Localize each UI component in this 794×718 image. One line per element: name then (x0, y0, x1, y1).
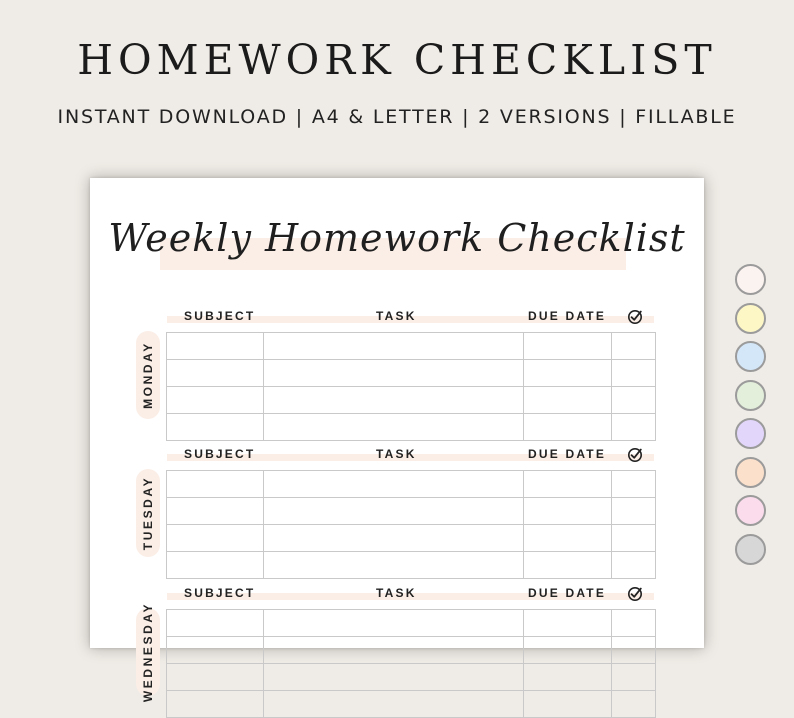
task-cell[interactable] (264, 333, 524, 360)
done-cell[interactable] (612, 525, 656, 552)
subject-cell[interactable] (167, 414, 264, 441)
day-label-wednesday: WEDNESDAY (141, 601, 155, 703)
due-date-cell[interactable] (524, 691, 612, 718)
subject-cell[interactable] (167, 691, 264, 718)
done-cell[interactable] (612, 552, 656, 579)
due-date-cell[interactable] (524, 498, 612, 525)
table-row (167, 360, 656, 387)
done-cell[interactable] (612, 360, 656, 387)
day-section-wednesday (90, 585, 704, 715)
subject-header: SUBJECT (184, 586, 256, 600)
main-title: HOMEWORK CHECKLIST (77, 36, 717, 84)
day-label-tuesday: TUESDAY (141, 475, 155, 551)
subject-cell[interactable] (167, 637, 264, 664)
table-row (167, 471, 656, 498)
sheet-title: Weekly Homework Checklist (108, 216, 686, 260)
due-date-cell[interactable] (524, 637, 612, 664)
due-date-cell[interactable] (524, 610, 612, 637)
task-cell[interactable] (264, 387, 524, 414)
due-date-header: DUE DATE (528, 586, 607, 600)
task-cell[interactable] (264, 552, 524, 579)
subject-cell[interactable] (167, 360, 264, 387)
subject-cell[interactable] (167, 525, 264, 552)
task-header: TASK (376, 309, 417, 323)
table-row (167, 414, 656, 441)
subject-cell[interactable] (167, 387, 264, 414)
done-cell[interactable] (612, 333, 656, 360)
due-date-header: DUE DATE (528, 309, 607, 323)
done-cell[interactable] (612, 664, 656, 691)
color-swatch[interactable] (735, 457, 766, 488)
task-cell[interactable] (264, 637, 524, 664)
homework-grid-tuesday (166, 470, 656, 579)
task-cell[interactable] (264, 360, 524, 387)
task-cell[interactable] (264, 414, 524, 441)
task-header: TASK (376, 447, 417, 461)
done-cell[interactable] (612, 471, 656, 498)
done-cell[interactable] (612, 387, 656, 414)
subject-cell[interactable] (167, 664, 264, 691)
color-swatch[interactable] (735, 495, 766, 526)
color-swatch[interactable] (735, 380, 766, 411)
table-row (167, 525, 656, 552)
done-cell[interactable] (612, 691, 656, 718)
table-row (167, 664, 656, 691)
check-circle-icon (627, 447, 643, 463)
subject-cell[interactable] (167, 333, 264, 360)
done-cell[interactable] (612, 414, 656, 441)
due-date-cell[interactable] (524, 414, 612, 441)
task-header: TASK (376, 586, 417, 600)
due-date-cell[interactable] (524, 552, 612, 579)
subject-cell[interactable] (167, 552, 264, 579)
day-section-monday (90, 308, 704, 438)
done-cell[interactable] (612, 637, 656, 664)
task-cell[interactable] (264, 525, 524, 552)
subject-cell[interactable] (167, 471, 264, 498)
task-cell[interactable] (264, 664, 524, 691)
check-circle-icon (627, 309, 643, 325)
due-date-cell[interactable] (524, 664, 612, 691)
homework-grid-wednesday (166, 609, 656, 718)
table-row (167, 552, 656, 579)
table-row (167, 387, 656, 414)
due-date-cell[interactable] (524, 525, 612, 552)
subject-header: SUBJECT (184, 447, 256, 461)
due-date-cell[interactable] (524, 333, 612, 360)
day-label-monday: MONDAY (141, 341, 155, 409)
subject-cell[interactable] (167, 498, 264, 525)
color-swatch[interactable] (735, 341, 766, 372)
day-section-tuesday (90, 446, 704, 576)
due-date-header: DUE DATE (528, 447, 607, 461)
task-cell[interactable] (264, 498, 524, 525)
checklist-sheet (90, 178, 704, 703)
table-row (167, 610, 656, 637)
check-circle-icon (627, 586, 643, 602)
subtitle: INSTANT DOWNLOAD | A4 & LETTER | 2 VERSIONS | FILLABLE (57, 106, 737, 128)
task-cell[interactable] (264, 691, 524, 718)
table-row (167, 691, 656, 718)
task-cell[interactable] (264, 471, 524, 498)
task-cell[interactable] (264, 610, 524, 637)
color-swatch[interactable] (735, 534, 766, 565)
table-row (167, 333, 656, 360)
table-row (167, 498, 656, 525)
due-date-cell[interactable] (524, 360, 612, 387)
subject-header: SUBJECT (184, 309, 256, 323)
color-swatch[interactable] (735, 264, 766, 295)
due-date-cell[interactable] (524, 471, 612, 498)
color-swatch-list (733, 264, 769, 572)
done-cell[interactable] (612, 610, 656, 637)
subject-cell[interactable] (167, 610, 264, 637)
color-swatch[interactable] (735, 418, 766, 449)
color-swatch[interactable] (735, 303, 766, 334)
due-date-cell[interactable] (524, 387, 612, 414)
homework-grid-monday (166, 332, 656, 441)
done-cell[interactable] (612, 498, 656, 525)
table-row (167, 637, 656, 664)
